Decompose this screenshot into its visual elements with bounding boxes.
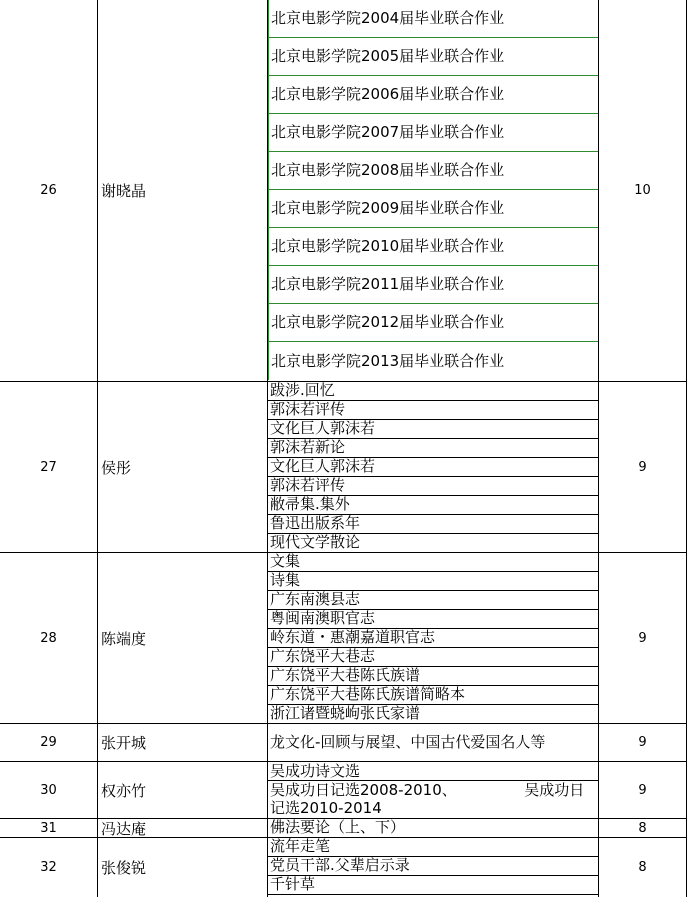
book-title[interactable]: 吴成功诗文选: [268, 762, 598, 781]
book-title[interactable]: 北京电影学院2010届毕业联合作业: [268, 228, 598, 266]
book-title[interactable]: 北京电影学院2011届毕业联合作业: [268, 266, 598, 304]
book-count[interactable]: 9: [599, 382, 687, 552]
table-row: [0, 0, 687, 382]
book-title[interactable]: 北京电影学院2009届毕业联合作业: [268, 190, 598, 228]
book-title[interactable]: 广东饶平大巷陈氏族谱简略本: [268, 686, 598, 705]
book-title[interactable]: 跋涉.回忆: [268, 382, 598, 401]
book-title[interactable]: 北京电影学院2007届毕业联合作业: [268, 114, 598, 152]
book-list: [268, 0, 599, 381]
table-row: [0, 838, 687, 897]
row-number[interactable]: 26: [0, 0, 98, 381]
book-list: [268, 382, 599, 552]
book-count[interactable]: 10: [599, 0, 687, 381]
book-title[interactable]: 广东饶平大巷陈氏族谱: [268, 667, 598, 686]
book-title[interactable]: 北京电影学院2013届毕业联合作业: [268, 342, 598, 380]
book-title[interactable]: 佛法要论（上、下）: [270, 819, 406, 836]
table-row: [0, 819, 687, 838]
row-number[interactable]: 27: [0, 382, 98, 552]
book-title[interactable]: 龙文化-回顾与展望、中国古代爱国名人等: [270, 734, 546, 751]
book-list: [268, 819, 599, 837]
author-name[interactable]: 冯达庵: [98, 819, 268, 837]
book-title[interactable]: 流年走笔: [268, 838, 598, 857]
author-name[interactable]: 侯彤: [98, 382, 268, 552]
book-title[interactable]: 郭沫若评传: [268, 401, 598, 420]
book-title[interactable]: 北京电影学院2004届毕业联合作业: [268, 0, 598, 38]
book-count[interactable]: 9: [599, 553, 687, 723]
book-title[interactable]: 敝帚集.集外: [268, 496, 598, 515]
book-title[interactable]: 北京电影学院2006届毕业联合作业: [268, 76, 598, 114]
book-title[interactable]: 粤闽南澳职官志: [268, 610, 598, 629]
row-number[interactable]: 31: [0, 819, 98, 837]
book-title[interactable]: 北京电影学院2005届毕业联合作业: [268, 38, 598, 76]
book-title[interactable]: 岭东道・惠潮嘉道职官志: [268, 629, 598, 648]
table-row: [0, 762, 687, 819]
book-title[interactable]: 北京电影学院2012届毕业联合作业: [268, 304, 598, 342]
book-title[interactable]: 吴成功日记选2008-2010、 吴成功日记选2010-2014: [270, 781, 585, 817]
book-title[interactable]: 北京电影学院2008届毕业联合作业: [268, 152, 598, 190]
book-count[interactable]: 8: [599, 819, 687, 837]
author-name[interactable]: 张俊锐: [98, 838, 268, 897]
row-number[interactable]: 28: [0, 553, 98, 723]
table-row: [0, 553, 687, 724]
table-row: [0, 724, 687, 762]
author-name[interactable]: 谢晓晶: [98, 0, 268, 381]
author-name[interactable]: 陈端度: [98, 553, 268, 723]
book-title[interactable]: 浙江诸暨蛲岣张氏家谱: [270, 705, 421, 722]
book-title[interactable]: 文化巨人郭沫若: [268, 420, 598, 439]
book-list: [268, 553, 599, 723]
row-number[interactable]: 30: [0, 762, 98, 818]
book-title[interactable]: 千针草: [268, 876, 598, 895]
book-title[interactable]: 广东饶平大巷志: [268, 648, 598, 667]
row-number[interactable]: 29: [0, 724, 98, 761]
book-title[interactable]: 文集: [268, 553, 598, 572]
book-list: [268, 838, 599, 897]
book-title[interactable]: 鲁迅出版系年: [268, 515, 598, 534]
book-title[interactable]: 诗集: [268, 572, 598, 591]
book-title[interactable]: 郭沫若评传: [268, 477, 598, 496]
row-number[interactable]: 32: [0, 838, 98, 897]
book-list: [268, 724, 599, 761]
author-name[interactable]: 张开城: [98, 724, 268, 761]
book-count[interactable]: 8: [599, 838, 687, 897]
book-count[interactable]: 9: [599, 762, 687, 818]
book-title[interactable]: 郭沫若新论: [268, 439, 598, 458]
book-list: [268, 762, 599, 818]
book-title[interactable]: 现代文学散论: [270, 534, 361, 551]
table-row: [0, 382, 687, 553]
author-name[interactable]: 权亦竹: [98, 762, 268, 818]
book-title[interactable]: 文化巨人郭沫若: [268, 458, 598, 477]
book-title[interactable]: 党员干部.父辈启示录: [268, 857, 598, 876]
book-count[interactable]: 9: [599, 724, 687, 761]
book-title[interactable]: 广东南澳县志: [268, 591, 598, 610]
